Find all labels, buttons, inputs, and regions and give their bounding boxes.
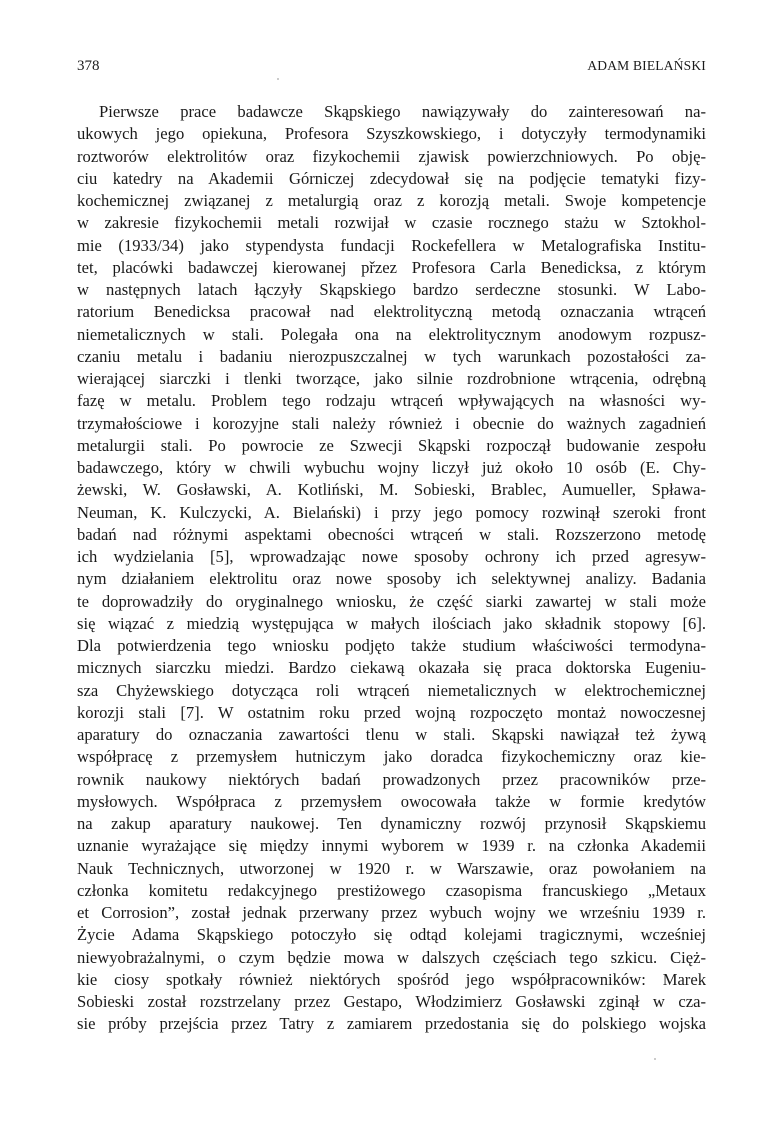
text-line: kochemicznej związanej z metalurgią oraz z korozją metali. Swoje kompetencje bbox=[77, 191, 706, 210]
text-line: metalurgii stali. Po powrocie ze Szwecji Skąpski rozpoczął budowanie zespołu bbox=[77, 435, 706, 455]
text-line: Nauk Technicznych, utworzonej w 1920 r. w Warszawie, oraz powołaniem na bbox=[77, 858, 706, 878]
text-line: niewyobrażalnymi, o czym będzie mowa w dalszych częściach tego szkicu. Cięż- bbox=[77, 947, 706, 967]
text-line: uznanie wyrażające się między innymi wyborem w 1939 r. na członka Akademii bbox=[77, 836, 706, 856]
text-line: na zakup aparatury naukowej. Ten dynamiczny rozwój przynosił Skąpskiemu bbox=[77, 814, 706, 833]
text-line: te doprowadziły do oryginalnego wniosku, że część siarki zawartej w stali może bbox=[77, 591, 706, 611]
body-paragraph bbox=[77, 101, 706, 1036]
text-line: aparatury do oznaczania zawartości tlenu w stali. Skąpski nawiązał też żywą bbox=[77, 725, 706, 744]
text-line: trzymałościowe i korozyjne stali należy również i obecnie do ważnych zagadnień bbox=[77, 413, 706, 433]
scan-speck bbox=[277, 78, 279, 80]
text-line: Pierwsze prace badawcze Skąpskiego nawiązywały do zainteresowań na- bbox=[99, 102, 706, 121]
text-line: w następnych latach łączyły Skąpskiego bardzo serdeczne stosunki. W Labo- bbox=[77, 280, 706, 299]
text-line: roztworów elektrolitów oraz fizykochemii zjawisk powierzchniowych. Po obję- bbox=[77, 146, 706, 166]
text-line: badań nad różnymi aspektami obecności wtrąceń w stali. Rozszerzono metodę bbox=[77, 524, 706, 544]
text-line: nym działaniem elektrolitu oraz nowe sposoby ich selektywnej analizy. Badania bbox=[77, 569, 706, 589]
text-line: micznych siarczku miedzi. Bardzo ciekawą okazała się praca doktorska Eugeniu- bbox=[77, 658, 706, 678]
text-line: rownik naukowy niektórych badań prowadzonych przez pracowników prze- bbox=[77, 769, 706, 789]
scan-speck bbox=[654, 1058, 656, 1060]
text-line: żewski, W. Gosławski, A. Kotliński, M. Sobieski, Brablec, Aumueller, Spława- bbox=[77, 480, 706, 500]
text-line: kie ciosy spotkały również niektórych spośród jego współpracowników: Marek bbox=[77, 969, 706, 989]
page-number: 378 bbox=[77, 58, 100, 74]
text-line: się wiązać z miedzią występująca w małych ilościach jako składnik stopowy [6]. bbox=[77, 613, 706, 633]
text-line: członka komitetu redakcyjnego prestiżowego czasopisma francuskiego „Metaux bbox=[77, 880, 706, 900]
text-line: w zakresie fizykochemii metali rozwijał w czasie rocznego stażu w Sztokhol- bbox=[77, 213, 706, 233]
text-line: mysłowych. Współpraca z przemysłem owocowała także w formie kredytów bbox=[77, 791, 706, 811]
text-line: mie (1933/34) jako stypendysta fundacji Rockefellera w Metalografiska Institu- bbox=[77, 235, 706, 255]
text-line: sie próby przejścia przez Tatry z zamiarem przedostania się do polskiego wojska bbox=[77, 1014, 706, 1034]
text-line: fazę w metalu. Problem tego rodzaju wtrąceń wpływających na własności wy- bbox=[77, 391, 706, 411]
text-line: czaniu metalu i badaniu nierozpuszczalnej w tych warunkach pozostałości za- bbox=[77, 346, 706, 366]
text-line: Neuman, K. Kulczycki, A. Bielański) i przy jego pomocy rozwinął szeroki front bbox=[77, 502, 706, 522]
text-line: Życie Adama Skąpskiego potoczyło się odtąd kolejami tragicznymi, wcześniej bbox=[77, 925, 706, 945]
text-line: wierającej siarczki i tlenki tworzące, jako silnie rozdrobnione wtrącenia, odrębną bbox=[77, 369, 706, 388]
text-line: ukowych jego opiekuna, Profesora Szyszkowskiego, i dotyczyły termodynamiki bbox=[77, 124, 706, 144]
text-line: współpracę z przemysłem hutniczym jako doradca fizykochemiczny oraz kie- bbox=[77, 747, 706, 767]
text-line: ich wydzielania [5], wprowadzając nowe sposoby ochrony ich przed agresyw- bbox=[77, 547, 706, 566]
running-head-author: ADAM BIELAŃSKI bbox=[587, 58, 706, 73]
text-line: Sobieski został rozstrzelany przez Gestapo, Włodzimierz Gosławski zginął w cza- bbox=[77, 992, 706, 1011]
text-line: Dla potwierdzenia tego wniosku podjęto także studium właściwości termodyna- bbox=[77, 636, 706, 655]
text-line: sza Chyżewskiego dotycząca roli wtrąceń niemetalicznych w elektrochemicznej bbox=[77, 680, 706, 700]
text-line: badawczego, który w chwili wybuchu wojny liczył już około 10 osób (E. Chy- bbox=[77, 458, 706, 477]
text-line: ratorium Benedicksa pracował nad elektrolityczną metodą oznaczania wtrąceń bbox=[77, 302, 706, 322]
page-header bbox=[77, 58, 706, 80]
text-line: korozji stali [7]. W ostatnim roku przed wojną rozpoczęto montaż nowoczesnej bbox=[77, 702, 706, 722]
text-line: ciu katedry na Akademii Górniczej zdecydował się na podjęcie tematyki fizy- bbox=[77, 168, 706, 188]
text-line: niemetalicznych w stali. Polegała ona na elektrolitycznym anodowym rozpusz- bbox=[77, 324, 706, 344]
text-line: et Corrosion”, został jednak przerwany przez wybuch wojny we wrześniu 1939 r. bbox=[77, 903, 706, 922]
text-line: tet, placówki badawczej kierowanej přzez Profesora Carla Benedicksa, z którym bbox=[77, 257, 706, 277]
